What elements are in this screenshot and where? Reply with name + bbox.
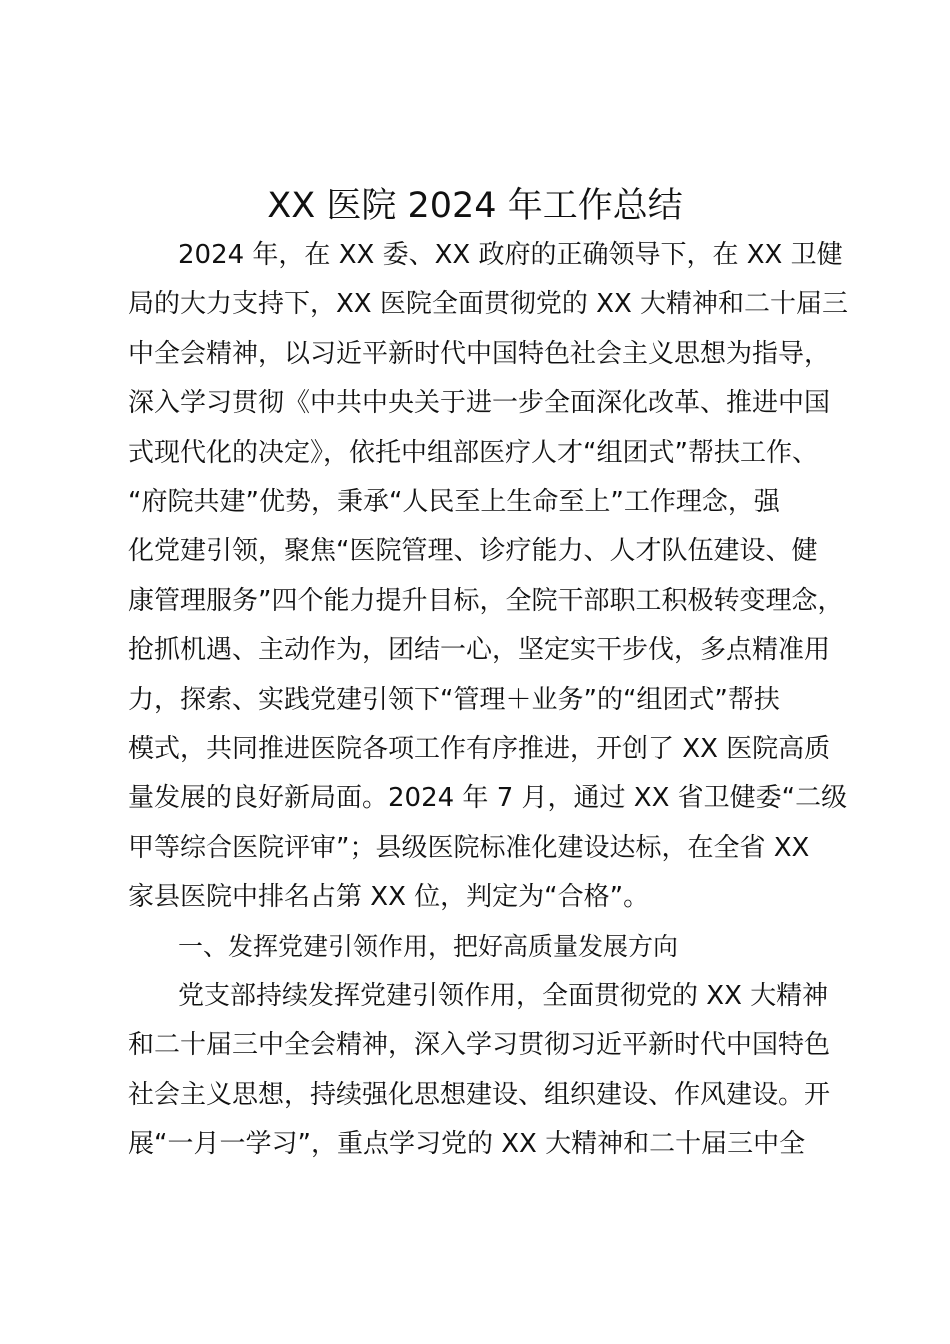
section-paragraph-line: 展“一月一学习”，重点学习党的 XX 大精神和二十届三中全 bbox=[128, 1129, 806, 1160]
intro-paragraph-line: 化党建引领，聚焦“医院管理、诊疗能力、人才队伍建设、健 bbox=[128, 536, 818, 567]
section-paragraph-line: 社会主义思想，持续强化思想建设、组织建设、作风建设。开 bbox=[128, 1079, 831, 1110]
intro-paragraph-line: 2024 年，在 XX 委、XX 政府的正确领导下，在 XX 卫健 bbox=[178, 240, 843, 270]
intro-paragraph-line: 康管理服务”四个能力提升目标，全院干部职工积极转变理念， bbox=[128, 585, 844, 616]
intro-paragraph-line: 中全会精神，以习近平新时代中国特色社会主义思想为指导， bbox=[128, 338, 831, 369]
intro-paragraph-line: 模式，共同推进医院各项工作有序推进，开创了 XX 医院高质 bbox=[128, 733, 831, 764]
document-title: XX 医院 2024 年工作总结 bbox=[267, 186, 683, 226]
intro-paragraph-line: 抢抓机遇、主动作为，团结一心，坚定实干步伐，多点精准用 bbox=[128, 635, 831, 666]
intro-paragraph-line: 家县医院中排名占第 XX 位，判定为“合格”。 bbox=[128, 882, 650, 913]
document-body bbox=[128, 231, 858, 1169]
intro-paragraph-line: 量发展的良好新局面。2024 年 7 月，通过 XX 省卫健委“二级 bbox=[128, 783, 848, 814]
intro-paragraph-line: 甲等综合医院评审”；县级医院标准化建设达标，在全省 XX bbox=[128, 832, 810, 863]
section-paragraph-line: 和二十届三中全会精神，深入学习贯彻习近平新时代中国特色 bbox=[128, 1030, 831, 1061]
intro-paragraph-line: 力，探索、实践党建引领下“管理＋业务”的“组团式”帮扶 bbox=[128, 684, 780, 715]
intro-paragraph-line: 局的大力支持下，XX 医院全面贯彻党的 XX 大精神和二十届三 bbox=[128, 289, 849, 320]
intro-paragraph-line: “府院共建”优势，秉承“人民至上生命至上”工作理念，强 bbox=[128, 486, 780, 517]
intro-paragraph-line: 深入学习贯彻《中共中央关于进一步全面深化改革、推进中国 bbox=[128, 388, 831, 419]
section-paragraph-line: 党支部持续发挥党建引领作用，全面贯彻党的 XX 大精神 bbox=[178, 980, 829, 1011]
intro-paragraph-line: 式现代化的决定》，依托中组部医疗人才“组团式”帮扶工作、 bbox=[128, 437, 818, 468]
section-heading: 一、发挥党建引领作用，把好高质量发展方向 bbox=[178, 932, 679, 962]
